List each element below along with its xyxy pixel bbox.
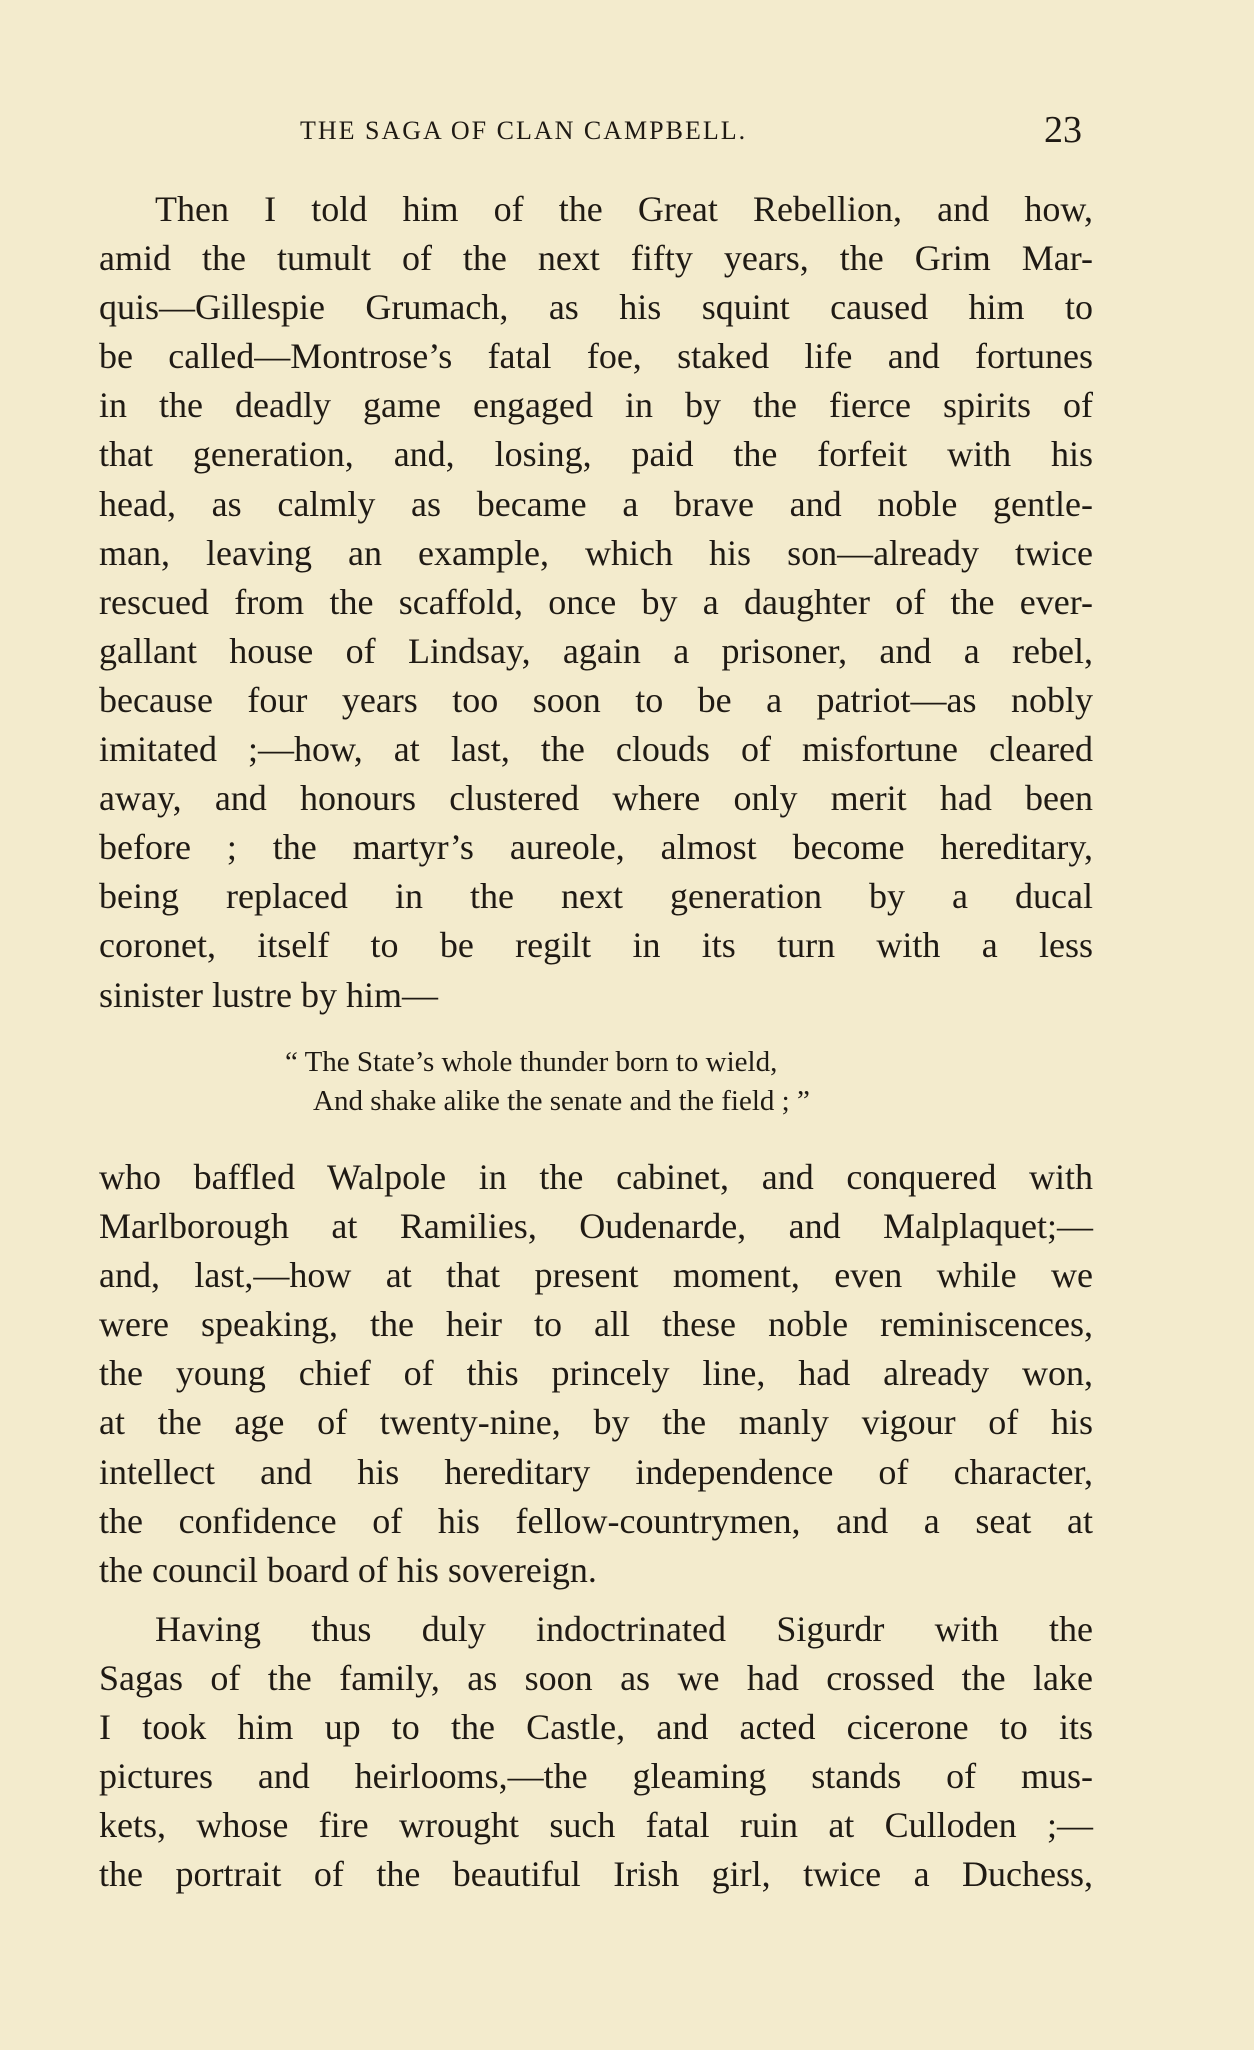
text-line: coronet, itself to be regilt in its turn with a less: [99, 925, 1093, 966]
text-line: the young chief of this princely line, had already won,: [99, 1353, 1093, 1394]
text-line: sinister lustre by him—: [99, 974, 438, 1015]
running-title: THE SAGA OF CLAN CAMPBELL.: [300, 116, 748, 145]
running-head: [300, 109, 1082, 152]
text-line: intellect and his hereditary independence of character,: [99, 1451, 1093, 1492]
paragraph-rebellion: [99, 185, 1093, 1020]
text-line: and, last,—how at that present moment, even while we: [99, 1255, 1093, 1296]
text-line: who baffled Walpole in the cabinet, and conquered with: [99, 1157, 1093, 1197]
text-line: at the age of twenty-nine, by the manly vigour of his: [99, 1402, 1093, 1443]
text-line: head, as calmly as became a brave and noble gentle-: [99, 483, 1093, 524]
verse-quotation: [285, 1043, 810, 1121]
text-line: Marlborough at Ramilies, Oudenarde, and Malplaquet;—: [99, 1206, 1093, 1247]
text-line: Then I told him of the Great Rebellion, and how,: [155, 189, 1093, 229]
text-line: gallant house of Lindsay, again a prisoner, and a rebel,: [99, 630, 1093, 671]
text-line: pictures and heirlooms,—the gleaming stands of mus-: [99, 1756, 1093, 1797]
text-line: that generation, and, losing, paid the forfeit with his: [99, 434, 1093, 475]
text-line: Having thus duly indoctrinated Sigurdr with the: [155, 1609, 1093, 1649]
text-line: amid the tumult of the next fifty years, the Grim Mar-: [99, 238, 1093, 279]
verse-line: And shake alike the senate and the field ; ”: [313, 1085, 810, 1117]
text-line: I took him up to the Castle, and acted cicerone to its: [99, 1707, 1093, 1748]
text-line: quis—Gillespie Grumach, as his squint caused him to: [99, 287, 1093, 328]
text-line: the confidence of his fellow-countrymen, and a seat at: [99, 1500, 1093, 1541]
text-line: the portrait of the beautiful Irish girl, twice a Duchess,: [99, 1854, 1093, 1895]
page-number: 23: [1044, 109, 1082, 151]
text-line: be called—Montrose’s fatal foe, staked life and fortunes: [99, 336, 1093, 377]
text-line: in the deadly game engaged in by the fierce spirits of: [99, 385, 1093, 426]
text-line: Sagas of the family, as soon as we had crossed the lake: [99, 1658, 1093, 1699]
text-line: because four years too soon to be a patriot—as nobly: [99, 679, 1093, 720]
verse-line: “ The State’s whole thunder born to wield,: [285, 1046, 778, 1078]
text-line: imitated ;—how, at last, the clouds of misfortune cleared: [99, 729, 1093, 770]
text-line: kets, whose fire wrought such fatal ruin at Culloden ;—: [99, 1805, 1093, 1846]
text-line: rescued from the scaffold, once by a daughter of the ever-: [99, 581, 1093, 622]
text-line: were speaking, the heir to all these noble reminiscences,: [99, 1304, 1093, 1345]
paragraph-castle: [99, 1605, 1093, 1900]
text-line: man, leaving an example, which his son—already twice: [99, 532, 1093, 573]
text-line: before ; the martyr’s aureole, almost become hereditary,: [99, 827, 1093, 868]
paragraph-walpole: [99, 1153, 1093, 1595]
text-line: the council board of his sovereign.: [99, 1549, 597, 1590]
text-line: away, and honours clustered where only merit had been: [99, 778, 1093, 819]
text-line: being replaced in the next generation by a ducal: [99, 876, 1093, 917]
